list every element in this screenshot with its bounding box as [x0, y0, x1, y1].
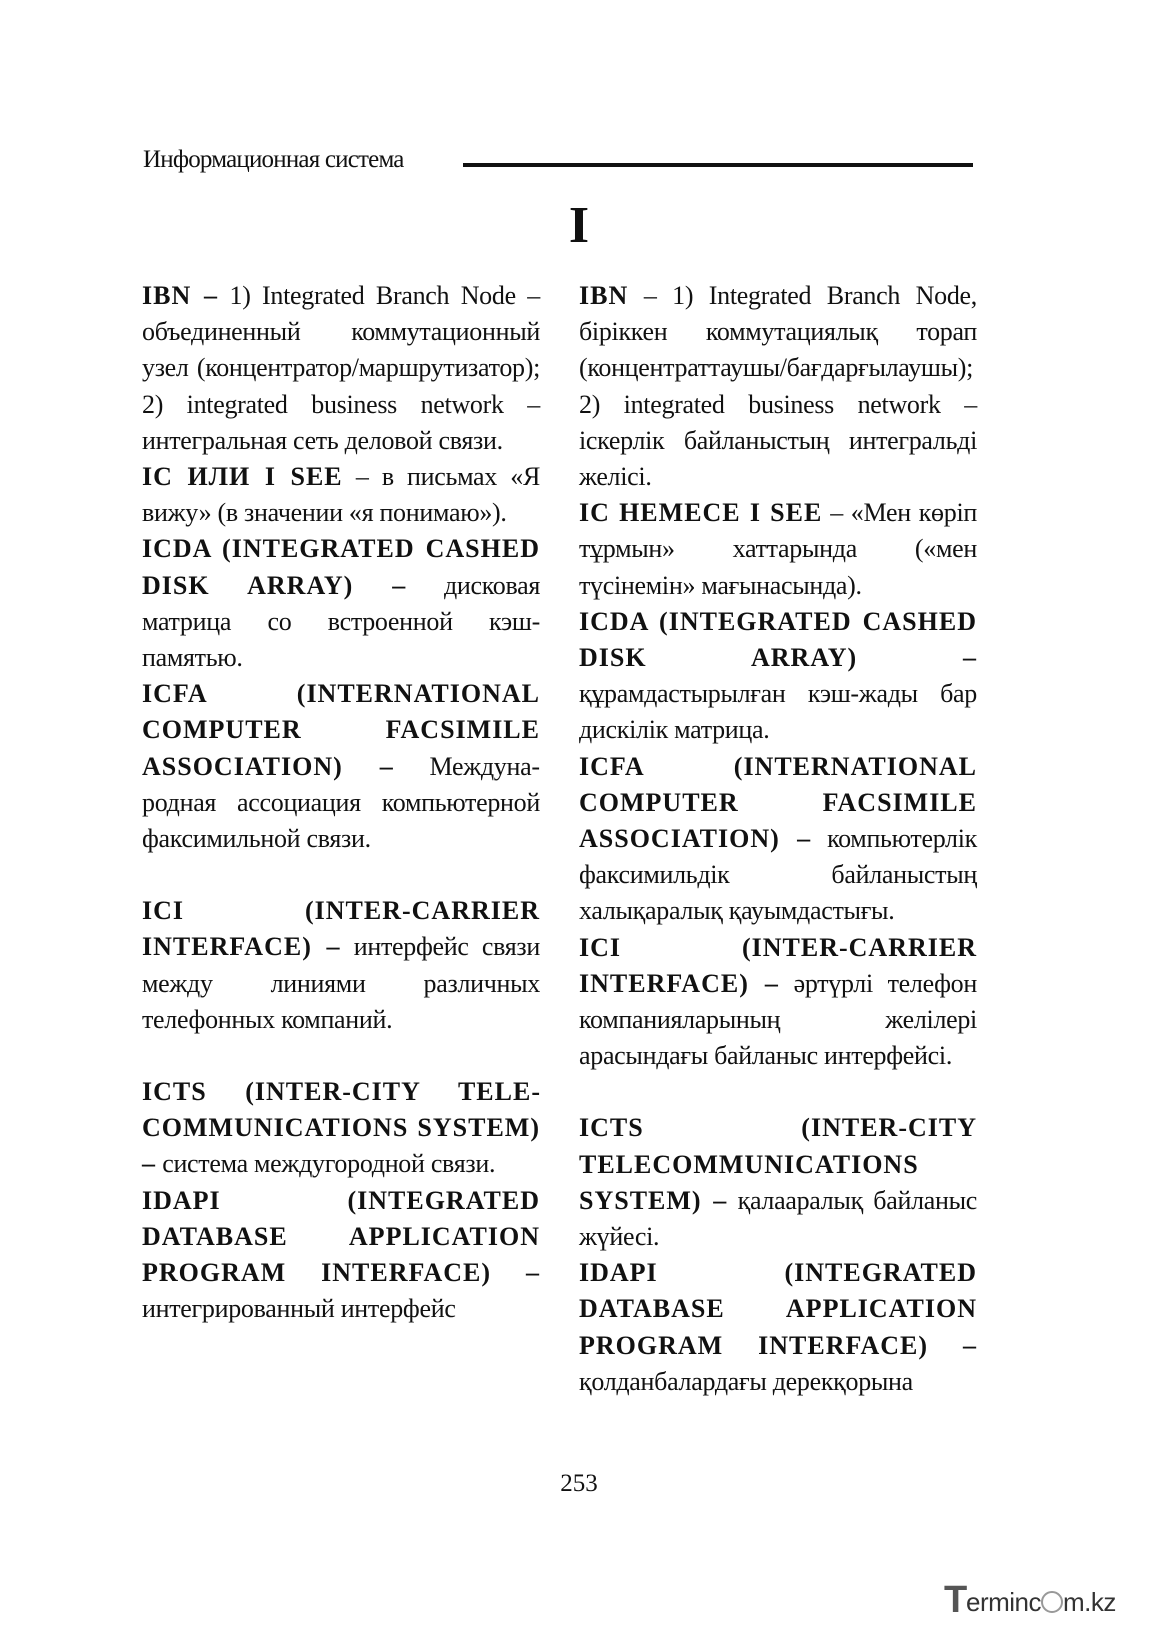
- entry-icts-ru: [142, 1074, 540, 1183]
- entry-definition: қолданбалардағы дерекқорына: [579, 1366, 913, 1396]
- entry-definition: Международная ассоциация компьютерной факсимильной связи.: [142, 751, 541, 854]
- entry-icfa-ru: [142, 676, 540, 857]
- entry-term: IDAPI (INTEGRATED DATABASE APPLICATION PROGRAM INTERFACE) –: [142, 1185, 540, 1288]
- magnifier-icon: [1041, 1591, 1063, 1613]
- entry-ibn-ru: [142, 278, 540, 459]
- termincom-watermark: [944, 1579, 1144, 1621]
- entry-icda-ru: [142, 531, 540, 676]
- entry-term: ICDA (INTEGRATED CASHED DISK ARRAY) –: [142, 534, 540, 600]
- entry-term: IC НЕМЕСЕ I SEE: [579, 498, 823, 528]
- entry-term: IDAPI (INTEGRATED DATABASE APPLICATION PROGRAM INTERFACE) –: [579, 1258, 977, 1360]
- entry-term: IBN –: [142, 281, 219, 310]
- watermark-initial: T: [944, 1579, 968, 1621]
- entry-ibn-kz: [579, 278, 977, 495]
- entry-icda-kz: [579, 604, 977, 749]
- entry-term: ICTS (INTER-CITY TELECOMMUNICATIONS SYSTEM) –: [579, 1113, 977, 1215]
- entry-definition: 1) Integrated Branch Node – объединенный коммутационный узел (концентратор/маршрутизатор); 2) integrated business network – интегральная сеть деловой связи.: [142, 281, 540, 455]
- entry-icts-kz: [579, 1110, 977, 1255]
- kazakh-column: [579, 278, 977, 1400]
- entry-definition: система междугородной связи.: [156, 1149, 496, 1179]
- entry-ic-kz: [579, 495, 977, 604]
- entry-idapi-kz: [579, 1255, 977, 1400]
- header-rule: [463, 163, 973, 167]
- running-header: [143, 146, 973, 186]
- entry-icfa-kz: [579, 749, 977, 930]
- entry-ici-kz: [579, 930, 977, 1075]
- watermark-text-end: m.kz: [1063, 1587, 1116, 1617]
- entry-term: ICFA (INTERNATIONAL COMPUTER FACSIMILE ASSOCIATION) –: [142, 679, 540, 781]
- entry-ic-ru: [142, 459, 540, 531]
- entry-definition: компьютерлік факсимильдік байланыстың халықаралық қауымдастығы.: [579, 824, 977, 926]
- entry-definition: әртүрлі телефон компанияларының желілері арасындағы байланыс интерфейсі.: [579, 968, 977, 1071]
- entry-term: ICI (INTER-CARRIER INTERFACE) –: [142, 896, 540, 962]
- section-letter: I: [568, 197, 590, 254]
- entry-definition: қалааралық байланыс жүйесі.: [579, 1185, 978, 1252]
- entry-term: ICI (INTER-CARRIER INTERFACE) –: [579, 932, 977, 998]
- entry-definition: құрамдастырылған кэш-жады бар дискілік матрица.: [579, 679, 977, 745]
- entry-definition: – 1) Integrated Branch Node, біріккен коммутациялық торап (концентраттаушы/бағдарғылаушы); 2) integrated business network – іскерлік байланыстың интегральді желісі.: [579, 281, 977, 492]
- entry-definition: интегрированный интерфейс: [142, 1294, 456, 1324]
- entry-term: ICTS (INTER-CITY TELECOMMUNICATIONS SYSTEM) –: [142, 1077, 540, 1179]
- russian-column: [142, 278, 540, 1327]
- watermark-text: [966, 1587, 1116, 1618]
- entry-term: IBN: [579, 281, 629, 310]
- entry-definition: – «Мен көріп тұрмын» хаттарында («мен түсінемін» мағынасында).: [579, 498, 977, 600]
- entry-term: IC ИЛИ I SEE: [142, 462, 343, 492]
- entry-term: ICFA (INTERNATIONAL COMPUTER FACSIMILE ASSOCIATION) –: [579, 751, 977, 854]
- entry-definition: интерфейс связи между линиями различных телефонных компаний.: [142, 932, 541, 1034]
- entry-idapi-ru: [142, 1183, 540, 1328]
- page-number: 253: [560, 1470, 598, 1497]
- entry-definition: дисковая матрица со встроенной кэш-памятью.: [142, 570, 540, 673]
- running-header-title: Информационная система: [143, 146, 404, 173]
- entry-ici-ru: [142, 893, 540, 1038]
- entry-definition: – в письмах «Я вижу» (в значении «я понимаю»).: [142, 462, 540, 528]
- watermark-text-start: erminc: [966, 1587, 1042, 1617]
- entry-term: ICDA (INTEGRATED CASHED DISK ARRAY) –: [579, 606, 977, 673]
